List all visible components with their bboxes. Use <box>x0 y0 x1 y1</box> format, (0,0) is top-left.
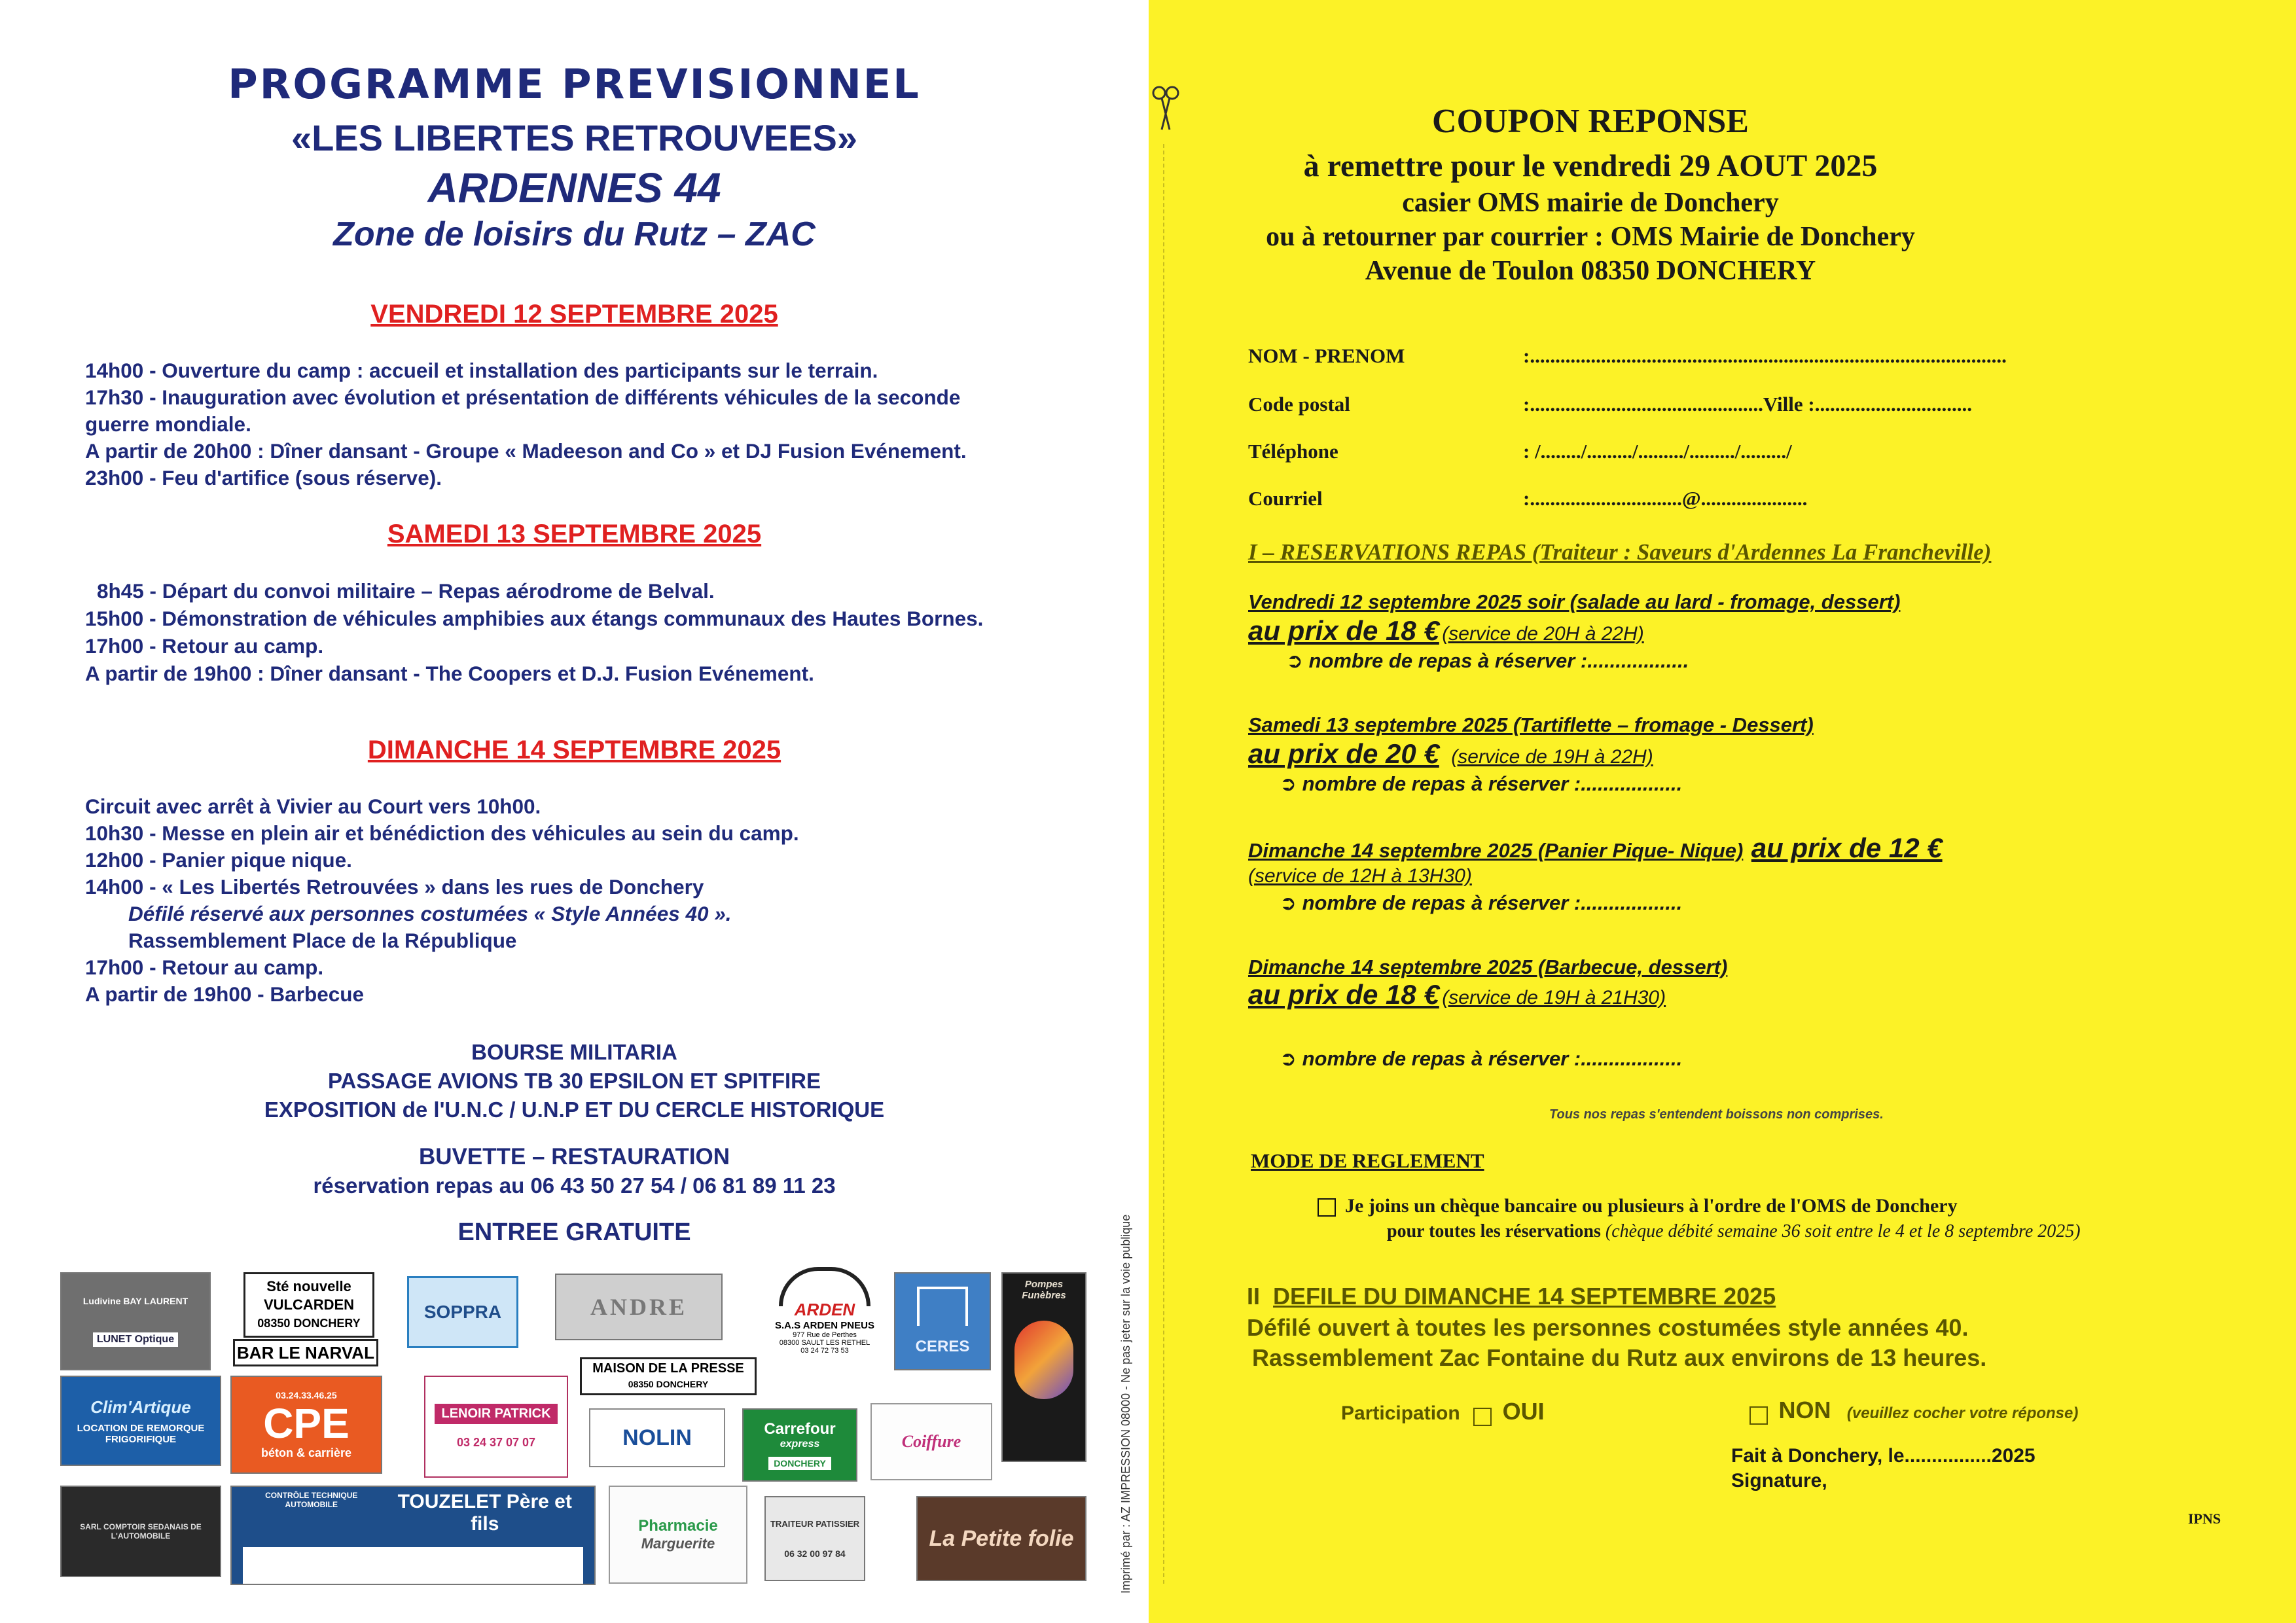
meal3-service: (service de 12H à 13H30) <box>1248 865 1472 887</box>
telephone-label: Téléphone <box>1248 440 1338 463</box>
nom-field[interactable]: :.............................................................................................. <box>1523 344 2007 367</box>
section-reservations-repas: I – RESERVATIONS REPAS (Traiteur : Saveurs d'Ardennes La Francheville) <box>1248 539 1992 565</box>
cheque-line2 <box>1387 1221 2081 1242</box>
coupon-casier: casier OMS mairie de Donchery <box>1402 188 1779 218</box>
coupon-title: COUPON REPONSE <box>1432 103 1749 140</box>
sponsor-line: 03.24.33.46.25 <box>276 1389 337 1400</box>
flame-icon <box>1014 1321 1073 1399</box>
sponsor-andre: ANDRE <box>555 1274 723 1340</box>
meal2-price: au prix de 20 € <box>1248 738 1439 769</box>
sponsor-pompes-funebres <box>1001 1272 1086 1462</box>
schedule-line: 23h00 - Feu d'artifice (sous réserve). <box>85 466 442 490</box>
sponsor-logo-text: LENOIR PATRICK <box>435 1404 557 1424</box>
section-number: II <box>1247 1283 1261 1310</box>
defile-note: Défilé réservé aux personnes costumées « Style Années 40 ». <box>128 902 732 925</box>
cheque-line1 <box>1318 1195 1958 1217</box>
sponsor-line: LOCATION DE REMORQUE FRIGORIFIQUE <box>77 1422 205 1445</box>
schedule-line: guerre mondiale. <box>85 412 251 436</box>
signature-label: Signature, <box>1731 1470 1827 1491</box>
boissons-note: Tous nos repas s'entendent boissons non comprises. <box>1549 1107 1884 1122</box>
schedule-line: 14h00 - Ouverture du camp : accueil et installation des participants sur le terrain. <box>85 359 878 382</box>
sponsor-line: S.A.S ARDEN PNEUS <box>775 1320 874 1331</box>
sponsor-lenoir-patrick <box>424 1376 568 1478</box>
event-zone: Zone de loisirs du Rutz – ZAC <box>333 215 816 253</box>
telephone-field[interactable]: : /......../........./........./........./........./ <box>1523 440 1792 463</box>
sponsor-vulcarden <box>243 1272 374 1338</box>
schedule-line: A partir de 19h00 - Barbecue <box>85 982 364 1006</box>
day3-schedule <box>85 793 799 1008</box>
rassemblement-note: Rassemblement Place de la République <box>128 929 517 952</box>
sponsor-line: VULCARDEN <box>263 1296 355 1313</box>
sponsor-logo-text: ARDEN <box>794 1300 855 1319</box>
defile-line1: Défilé ouvert à toutes les personnes costumées style années 40. <box>1247 1314 1969 1341</box>
sponsor-line: Marguerite <box>641 1535 715 1552</box>
sponsor-nolin: NOLIN <box>589 1408 725 1467</box>
sponsor-line: 977 Rue de Perthes <box>793 1331 857 1339</box>
cut-line <box>1163 144 1164 1584</box>
ipns-label: IPNS <box>2188 1510 2221 1527</box>
reservation-phone: réservation repas au 06 43 50 27 54 / 06 81 89 11 23 <box>313 1173 836 1198</box>
schedule-line: A partir de 20h00 : Dîner dansant - Groupe « Madeeson and Co » et DJ Fusion Evénement. <box>85 439 967 463</box>
sponsor-pharmacie-marguerite <box>609 1486 747 1584</box>
sponsor-line: MAISON DE LA PRESSE <box>592 1361 744 1376</box>
sponsor-cpe <box>230 1376 382 1474</box>
meal1-price: au prix de 18 € <box>1248 615 1439 646</box>
extras-block <box>0 1038 1149 1124</box>
schedule-line: 8h45 - Départ du convoi militaire – Repas aérodrome de Belval. <box>97 579 715 603</box>
schedule-line: A partir de 19h00 : Dîner dansant - The Coopers et D.J. Fusion Evénement. <box>85 662 814 685</box>
day1-schedule <box>85 357 967 491</box>
cocher-note: (veuillez cocher votre réponse) <box>1846 1404 2079 1422</box>
code-postal-field[interactable]: :..............................................Ville :............................... <box>1523 393 1972 416</box>
meal4-service: (service de 19H à 21H30) <box>1442 987 1666 1008</box>
schedule-line: 15h00 - Démonstration de véhicules amphibies aux étangs communaux des Hautes Bornes. <box>85 607 984 630</box>
meal3-price: au prix de 12 € <box>1751 832 1943 863</box>
sponsor-logo-text: Pharmacie <box>638 1517 718 1535</box>
sponsor-maison-de-la-presse <box>580 1357 757 1395</box>
sponsor-arden-pneus <box>759 1267 890 1365</box>
arrow-icon: ➲ <box>1286 649 1309 672</box>
meal1-count[interactable] <box>1286 649 1689 673</box>
sponsor-line: TRAITEUR PATISSIER <box>770 1518 860 1529</box>
sponsor-la-petite-folie: La Petite folie <box>916 1496 1086 1581</box>
section-defile <box>1247 1283 1776 1310</box>
sponsor-line: 03 24 72 73 53 <box>800 1347 849 1355</box>
sponsor-soppra: SOPPRA <box>407 1276 518 1348</box>
coupon-page <box>1149 0 2296 1623</box>
oui-label: OUI <box>1502 1398 1545 1425</box>
sponsor-coiffure: Coiffure <box>870 1403 992 1480</box>
schedule-line: 12h00 - Panier pique nique. <box>85 848 352 872</box>
sponsor-toi-et-moi <box>764 1496 865 1581</box>
meal4-count[interactable] <box>1280 1047 1682 1071</box>
sponsor-line: 06 32 00 97 84 <box>784 1548 846 1559</box>
sponsor-bar-le-narval: BAR LE NARVAL <box>233 1339 378 1366</box>
touzelet-panel <box>243 1547 584 1584</box>
sponsor-clim-artique <box>60 1376 221 1466</box>
extra-line: PASSAGE AVIONS TB 30 EPSILON ET SPITFIRE <box>327 1069 821 1093</box>
schedule-line: 17h00 - Retour au camp. <box>85 955 324 979</box>
fait-a-donchery[interactable]: Fait à Donchery, le................2025 <box>1731 1445 2036 1467</box>
schedule-line: 17h00 - Retour au camp. <box>85 634 324 658</box>
participation-label: Participation <box>1341 1402 1460 1424</box>
mode-reglement-heading: MODE DE REGLEMENT <box>1251 1149 1484 1172</box>
sponsor-line: 08300 SAULT LES RETHEL <box>779 1339 870 1347</box>
meal1-title: Vendredi 12 septembre 2025 soir (salade au lard - fromage, dessert) <box>1248 590 1901 613</box>
sponsor-logo-text: CERES <box>915 1338 970 1355</box>
meal4-price-line <box>1248 979 1666 1010</box>
sponsor-line: 08350 DONCHERY <box>257 1317 361 1330</box>
count-field[interactable]: nombre de repas à réserver :.................. <box>1302 891 1683 914</box>
schedule-line: 17h30 - Inauguration avec évolution et présentation de différents véhicules de la seconde <box>85 385 961 409</box>
sponsor-line: béton & carrière <box>260 1446 352 1459</box>
meal4-title: Dimanche 14 septembre 2025 (Barbecue, dessert) <box>1248 955 1728 978</box>
meal2-count[interactable] <box>1280 772 1682 796</box>
non-checkbox[interactable] <box>1749 1406 1768 1425</box>
cheque-checkbox[interactable] <box>1318 1198 1336 1217</box>
section-defile-title: DEFILE DU DIMANCHE 14 SEPTEMBRE 2025 <box>1273 1283 1776 1310</box>
sponsor-line: 03 24 37 07 07 <box>456 1436 536 1449</box>
courriel-field[interactable]: :..............................@..................... <box>1523 487 1808 510</box>
arrow-icon: ➲ <box>1280 772 1302 795</box>
sponsor-logo-text: Clim'Artique <box>90 1397 191 1417</box>
sponsor-line: DONCHERY <box>768 1457 831 1470</box>
meal4-price: au prix de 18 € <box>1248 979 1439 1010</box>
meal1-price-line <box>1248 615 1644 647</box>
count-field[interactable]: nombre de repas à réserver :.................. <box>1302 1047 1683 1070</box>
non-option <box>1749 1397 2078 1425</box>
arrow-icon: ➲ <box>1280 1047 1302 1070</box>
sponsor-lunet-optique <box>60 1272 211 1370</box>
participation-row <box>1341 1398 1545 1426</box>
coupon-deadline: à remettre pour le vendredi 29 AOUT 2025 <box>1303 149 1878 183</box>
buvette-heading: BUVETTE – RESTAURATION <box>418 1144 730 1169</box>
day2-heading: SAMEDI 13 SEPTEMBRE 2025 <box>387 520 762 548</box>
extra-line: EXPOSITION de l'U.N.C / U.N.P ET DU CERCLE HISTORIQUE <box>264 1097 885 1122</box>
imprint-text: Imprimé par : AZ IMPRESSION 08000 - Ne pas jeter sur la voie publique <box>1119 1214 1132 1594</box>
sponsor-ceres <box>894 1272 991 1370</box>
sponsor-line: 08350 DONCHERY <box>628 1379 709 1389</box>
count-field[interactable]: nombre de repas à réserver :.................. <box>1302 772 1683 795</box>
sponsor-comptoir-sedanais: SARL COMPTOIR SEDANAIS DE L'AUTOMOBILE <box>60 1486 221 1577</box>
meal2-service: (service de 19H à 22H) <box>1451 746 1653 768</box>
schedule-line: 10h30 - Messe en plein air et bénédiction des véhicules au sein du camp. <box>85 821 799 845</box>
cheque-text: pour toutes les réservations <box>1387 1221 1601 1241</box>
meal2-title: Samedi 13 septembre 2025 (Tartiflette – fromage - Dessert) <box>1248 713 1814 736</box>
day3-heading: DIMANCHE 14 SEPTEMBRE 2025 <box>367 736 781 764</box>
schedule-line: 14h00 - « Les Libertés Retrouvées » dans les rues de Donchery <box>85 875 704 899</box>
ceres-icon <box>917 1287 968 1326</box>
sponsor-logo-text: TOUZELET Père et fils <box>397 1491 572 1535</box>
defile-line2: Rassemblement Zac Fontaine du Rutz aux environs de 13 heures. <box>1252 1344 1987 1371</box>
meal3-count[interactable] <box>1280 891 1682 915</box>
sponsor-logo-text: Pompes Funèbres <box>1022 1279 1066 1301</box>
programme-title: PROGRAMME PREVISIONNEL <box>228 60 921 108</box>
sponsor-logo-text: Carrefour <box>764 1420 836 1438</box>
sponsor-logo-text: CPE <box>263 1399 350 1447</box>
non-label: NON <box>1778 1397 1831 1423</box>
extra-line: BOURSE MILITARIA <box>471 1040 677 1064</box>
courriel-label: Courriel <box>1248 487 1323 510</box>
sponsor-name: Ludivine BAY LAURENT <box>82 1296 188 1306</box>
meal3-title: Dimanche 14 septembre 2025 (Panier Pique- Nique) <box>1248 839 1744 862</box>
event-place: ARDENNES 44 <box>427 164 721 211</box>
schedule-line: Circuit avec arrêt à Vivier au Court vers 10h00. <box>85 794 541 818</box>
meal2-price-line <box>1248 738 1653 770</box>
day2-schedule <box>85 577 983 687</box>
arrow-icon: ➲ <box>1280 891 1302 914</box>
meal1-service: (service de 20H à 22H) <box>1442 623 1644 645</box>
sponsor-line: Sté nouvelle <box>266 1278 351 1294</box>
sponsor-name: LUNET Optique <box>93 1332 178 1347</box>
sponsor-carrefour-express <box>742 1408 857 1482</box>
day1-heading: VENDREDI 12 SEPTEMBRE 2025 <box>370 300 778 329</box>
nom-label: NOM - PRENOM <box>1248 344 1405 367</box>
sponsor-line: CONTRÔLE TECHNIQUE AUTOMOBILE <box>265 1491 358 1509</box>
code-postal-label: Code postal <box>1248 393 1350 416</box>
meal3-title-line <box>1248 832 1943 864</box>
sponsor-line: express <box>780 1438 820 1450</box>
oui-checkbox[interactable] <box>1473 1408 1492 1426</box>
cheque-text: Je joins un chèque bancaire ou plusieurs à l'ordre de l'OMS de Donchery <box>1345 1195 1958 1217</box>
entree-gratuite: ENTREE GRATUITE <box>457 1219 691 1246</box>
sponsor-touzelet <box>230 1486 596 1585</box>
count-field[interactable]: nombre de repas à réserver :.................. <box>1308 649 1689 672</box>
cheque-note: (chèque débité semaine 36 soit entre le 4 et le 8 septembre 2025) <box>1605 1221 2081 1241</box>
coupon-courrier: ou à retourner par courrier : OMS Mairie de Donchery <box>1266 222 1915 252</box>
coupon-address: Avenue de Toulon 08350 DONCHERY <box>1365 256 1816 286</box>
event-subtitle: «LES LIBERTES RETROUVEES» <box>291 117 858 158</box>
